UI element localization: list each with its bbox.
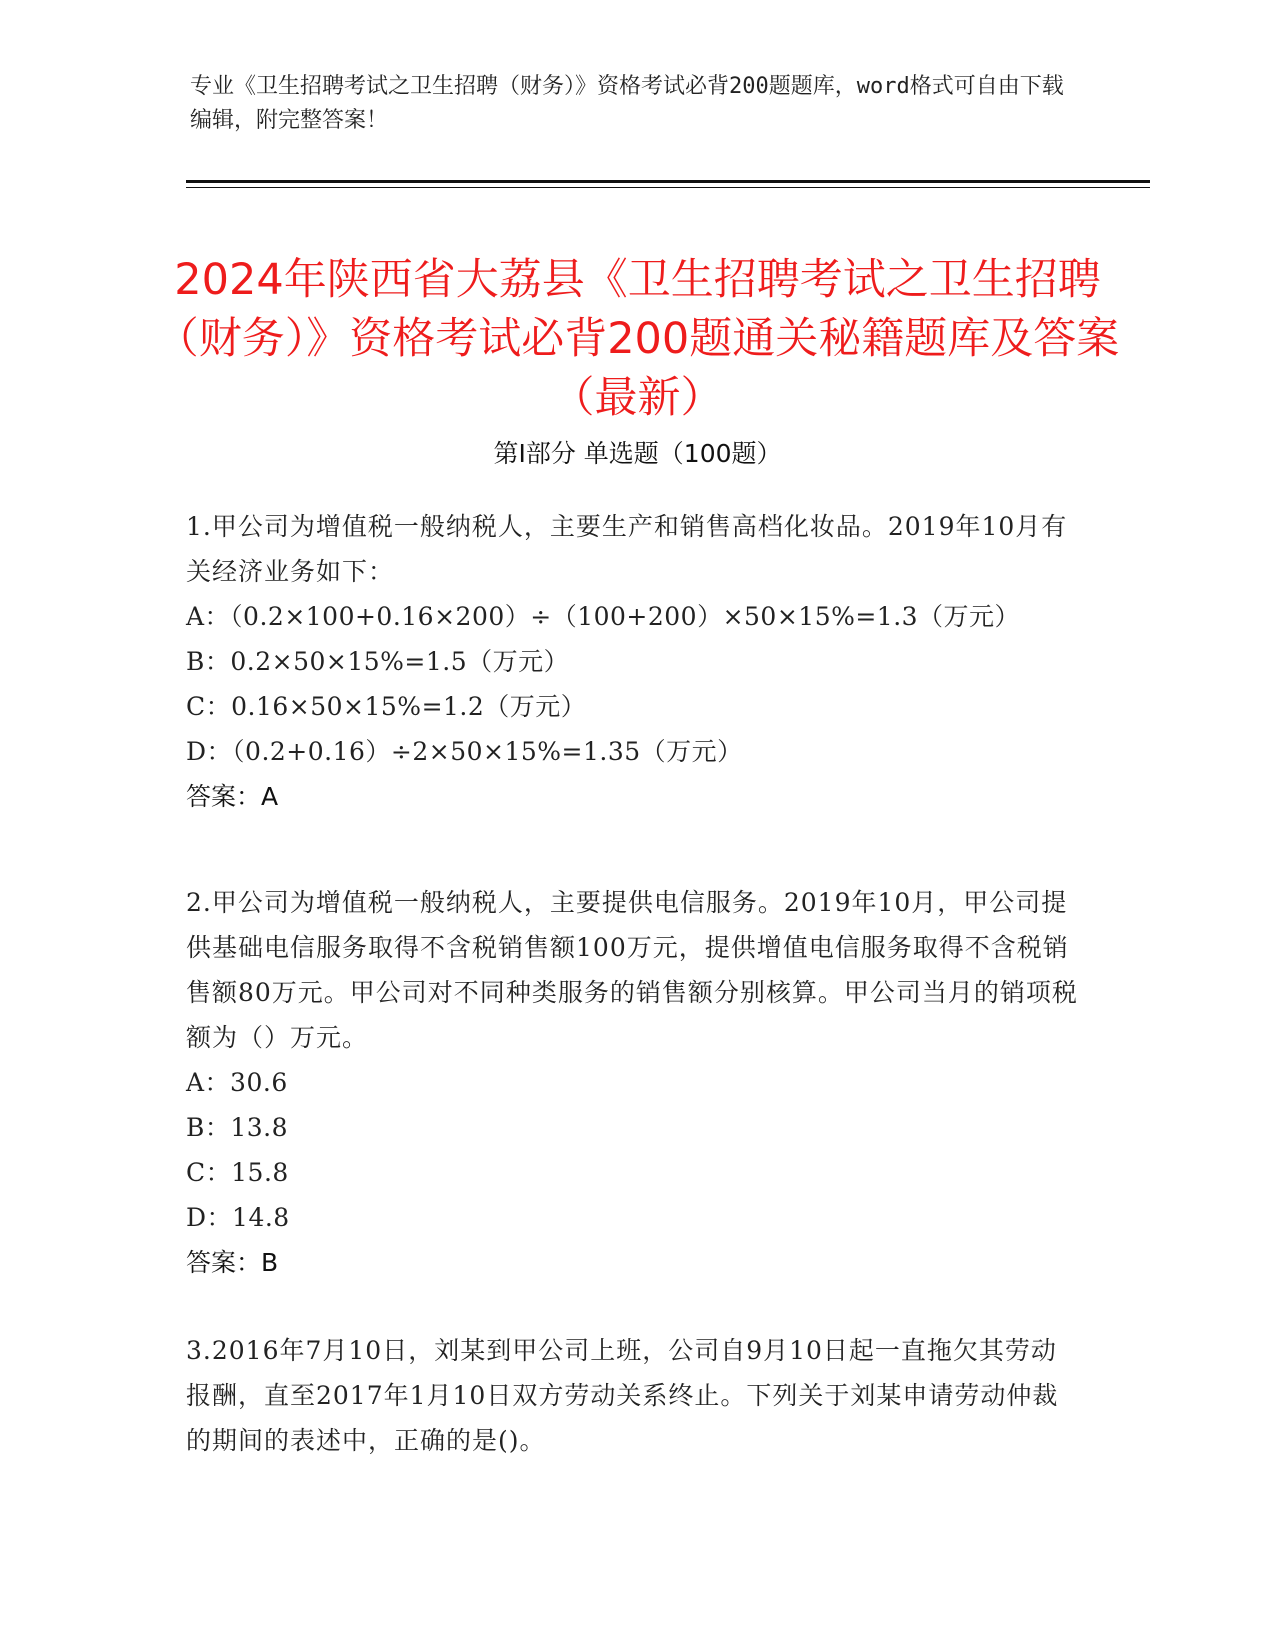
option-c: C：15.8 — [186, 1158, 289, 1187]
header-divider-thin — [186, 187, 1150, 188]
question-2 — [186, 880, 1081, 1285]
question-1 — [186, 504, 1081, 819]
document-title: 2024年陕西省大荔县《卫生招聘考试之卫生招聘（财务）》资格考试必背200题通关秘籍题库及答案（最新） — [155, 254, 1120, 423]
option-a: A：30.6 — [186, 1068, 288, 1097]
answer: 答案：B — [186, 1248, 279, 1277]
answer: 答案：A — [186, 782, 279, 811]
question-stem: 2.甲公司为增值税一般纳税人，主要提供电信服务。2019年10月，甲公司提供基础电信服务取得不含税销售额100万元，提供增值电信服务取得不含税销售额80万元。甲公司对不同种类服务的销售额分别核算。甲公司当月的销项税额为（）万元。 — [186, 888, 1078, 1052]
question-stem: 1.甲公司为增值税一般纳税人，主要生产和销售高档化妆品。2019年10月有关经济业务如下： — [186, 512, 1068, 586]
option-c: C：0.16×50×15%=1.2（万元） — [186, 692, 587, 721]
question-3 — [186, 1328, 1081, 1463]
question-stem: 3.2016年7月10日，刘某到甲公司上班，公司自9月10日起一直拖欠其劳动报酬，直至2017年1月10日双方劳动关系终止。下列关于刘某申请劳动仲裁的期间的表述中，正确的是()。 — [186, 1336, 1059, 1455]
option-d: D：（0.2+0.16）÷2×50×15%=1.35（万元） — [186, 737, 743, 766]
option-b: B：13.8 — [186, 1113, 289, 1142]
option-b: B：0.2×50×15%=1.5（万元） — [186, 647, 570, 676]
option-a: A：（0.2×100+0.16×200）÷（100+200）×50×15%=1.3（万元） — [186, 602, 1021, 631]
option-d: D：14.8 — [186, 1203, 290, 1232]
header-note: 专业《卫生招聘考试之卫生招聘（财务）》资格考试必背200题题库，word格式可自由下载编辑，附完整答案！ — [190, 74, 1064, 133]
header-divider-thick — [186, 180, 1150, 183]
section-heading: 第Ⅰ部分 单选题（100题） — [493, 439, 782, 468]
